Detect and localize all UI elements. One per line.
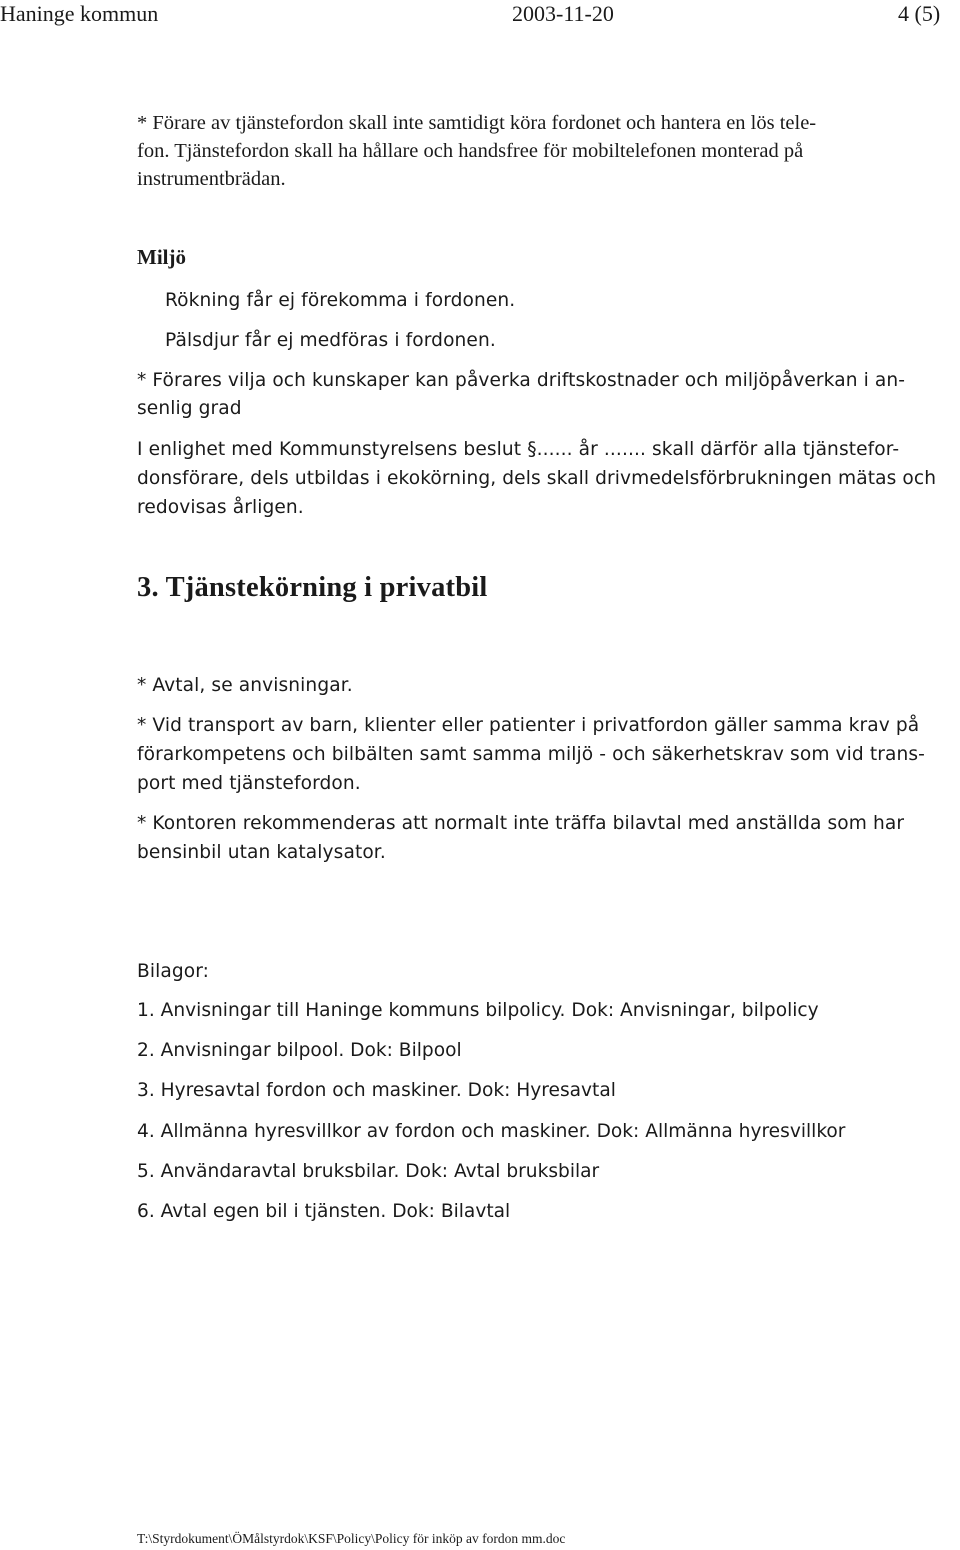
header-organization: Haninge kommun	[0, 1, 159, 26]
footer-file-path: T:\Styrdokument\ÖMålstyrdok\KSF\Policy\Policy för inköp av fordon mm.doc	[137, 1531, 566, 1546]
no-pets-line: Pälsdjur får ej medföras i fordonen.	[165, 330, 496, 351]
attachment-item-1: 1. Anvisningar till Haninge kommuns bilpolicy. Dok: Anvisningar, bilpolicy	[137, 1000, 819, 1021]
header-page-number: 4 (5)	[898, 1, 941, 26]
attachment-item-2: 2. Anvisningar bilpool. Dok: Bilpool	[137, 1040, 462, 1062]
environment-heading: Miljö	[137, 245, 186, 269]
mobile-phone-paragraph: * Förare av tjänstefordon skall inte samtidigt köra fordonet och hantera en lös tele- fon. Tjänstefordon skall ha hållare och handsfree för mobiltelefonen monterad på instrumentbrädan.	[137, 112, 817, 190]
attachment-item-5: 5. Användaravtal bruksbilar. Dok: Avtal bruksbilar	[137, 1160, 600, 1182]
transport-paragraph: * Vid transport av barn, klienter eller patienter i privatfordon gäller samma krav på förarkompetens och bilbälten samt samma miljö - och säkerhetskrav som vid trans- port med tjänstefordon.	[137, 715, 925, 794]
page-header	[0, 0, 960, 30]
attachments-list	[137, 999, 845, 1240]
offices-paragraph: * Kontoren rekommenderas att normalt inte träffa bilavtal med anställda som har bensinbil utan katalysator.	[137, 813, 905, 863]
agreement-line: * Avtal, se anvisningar.	[137, 675, 353, 696]
attachment-item-3: 3. Hyresavtal fordon och maskiner. Dok: Hyresavtal	[137, 1080, 616, 1102]
header-date: 2003-11-20	[512, 1, 614, 26]
attachment-item-6: 6. Avtal egen bil i tjänsten. Dok: Bilavtal	[137, 1200, 511, 1222]
driver-will-paragraph: * Förares vilja och kunskaper kan påverka driftskostnader och miljöpåverkan i an- senlig grad	[137, 370, 906, 419]
decision-paragraph: I enlighet med Kommunstyrelsens beslut §...... år ....... skall därför alla tjänstefor- donsförare, dels utbildas i ekokörning, dels skall drivmedelsförbrukningen mätas och redovisas årligen.	[137, 439, 937, 518]
section-3-title: 3. Tjänstekörning i privatbil	[137, 572, 488, 603]
no-smoking-line: Rökning får ej förekomma i fordonen.	[165, 290, 516, 311]
attachments-heading: Bilagor:	[137, 961, 210, 982]
attachment-item-4: 4. Allmänna hyresvillkor av fordon och maskiner. Dok: Allmänna hyresvillkor	[137, 1120, 846, 1142]
